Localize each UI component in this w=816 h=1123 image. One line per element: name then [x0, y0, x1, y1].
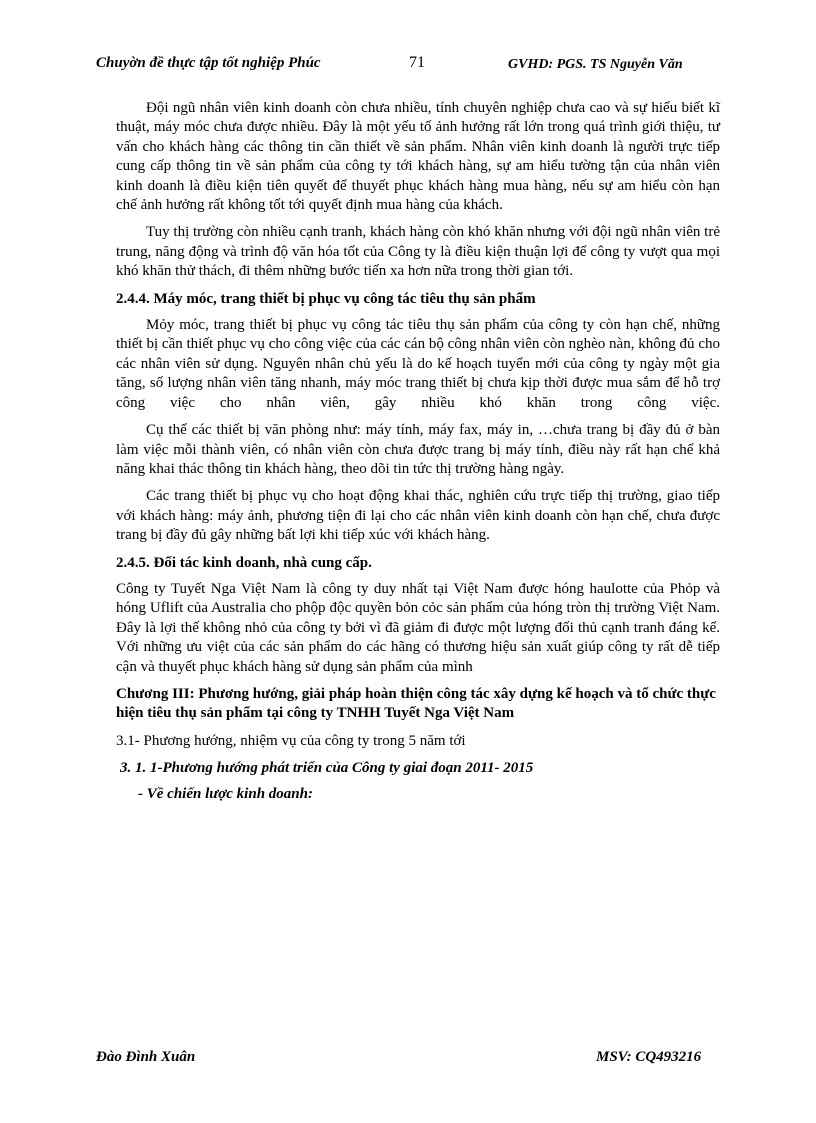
main-content: [116, 99, 720, 804]
heading-2-4-4: 2.4.4. Máy móc, trang thiết bị phục vụ công tác tiêu thụ sản phẩm: [116, 290, 536, 307]
header-supervisor: GVHD: PGS. TS Nguyễn Văn: [508, 57, 683, 72]
page-number: 71: [409, 54, 425, 71]
paragraph-partners: Công ty Tuyết Nga Việt Nam là công ty duy nhất tại Việt Nam được hóng haulotte của Phỏp và hóng Uflift của Australia cho phộp độc quyền bỏn cỏc sản phẩm của hóng tròn thị trường Việt Nam. Đây là lợi thế không nhỏ của công ty bởi vì đã giảm đi được một lượng đối thủ cạnh tranh đáng kể. Với những ưu việt của các sản phẩm do các hãng có thương hiệu sản xuất giúp công ty rất dễ tiếp cận và thuyết phục khách hàng sử dụng sản phẩm của mình: [116, 580, 720, 675]
heading-business-strategy: - Về chiến lược kinh doanh:: [138, 785, 313, 802]
footer-student-id: MSV: CQ493216: [596, 1049, 702, 1065]
heading-2-4-5: 2.4.5. Đối tác kinh doanh, nhà cung cấp.: [116, 554, 372, 571]
chapter-3-heading: Chương III: Phương hướng, giải pháp hoàn thiện công tác xây dựng kế hoạch và tổ chức thực hiện tiêu thụ sản phẩm tại công ty TNHH Tuyết Nga Việt Nam: [116, 685, 716, 722]
paragraph-field-equipment: Các trang thiết bị phục vụ cho hoạt động khai thác, nghiên cứu trực tiếp thị trường, giao tiếp với khách hàng: máy ảnh, phương tiện đi lại cho các nhân viên kinh doanh còn hạn chế, chưa được trang bị đầy đủ gây những bất lợi khi tiếp xúc với khách hàng.: [116, 488, 720, 544]
heading-3-1-1: 3. 1. 1-Phương hướng phát triển của Công ty giai đoạn 2011- 2015: [120, 760, 534, 777]
paragraph-office-devices: Cụ thể các thiết bị văn phòng như: máy tính, máy fax, máy in, …chưa trang bị đầy đủ ở bàn làm việc mỗi thành viên, có nhân viên còn chưa được trang bị máy tính, điều này rất hạn chế khả năng khai thác thông tin khách hàng, theo dõi tin tức thị trường hàng ngày.: [116, 422, 720, 477]
paragraph-equipment: Mỏy móc, trang thiết bị phục vụ công tác tiêu thụ sản phẩm của công ty còn hạn chế, những thiết bị cần thiết phục vụ cho công việc của các cán bộ công nhân viên còn nghèo nàn, không đủ cho các nhân viên sử dụng. Nguyên nhân chủ yếu là do kế hoạch tuyển mới của công ty ngày một gia tăng, số lượng nhân viên tăng nhanh, máy móc trang thiết bị chưa kịp thời được mua sắm để hỗ trợ công việc cho nhân viên, gây nhiều khó khăn trong công việc.: [116, 317, 720, 411]
paragraph-sales-staff: Đội ngũ nhân viên kinh doanh còn chưa nhiều, tính chuyên nghiệp chưa cao và sự hiểu biết kĩ thuật, máy móc chưa được nhiều. Đây là một yếu tố ảnh hưởng rất lớn trong quá trình giới thiệu, tư vấn cho khách hàng các thông tin cần thiết về sản phẩm. Nhân viên kinh doanh là người trực tiếp cung cấp thông tin về sản phẩm của công ty tới khách hàng, sự am hiểu tường tận của nhân viên kinh doanh là điều kiện tiên quyết để thuyết phục khách hàng mua hàng, nếu sự am hiểu còn hạn chế ảnh hưởng rất không tốt tới quyết định mua hàng của khách.: [116, 100, 720, 214]
footer-author: Đào Đình Xuân: [96, 1049, 196, 1065]
heading-3-1: 3.1- Phương hướng, nhiệm vụ của công ty trong 5 năm tới: [116, 732, 466, 749]
paragraph-market-competition: Tuy thị trường còn nhiều cạnh tranh, khách hàng còn khó khăn nhưng với đội ngũ nhân viên trẻ trung, năng động và trình độ văn hóa tốt của Công ty là điều kiện thuận lợi để công ty vượt qua mọi khó khăn thử thách, đi thêm những bước tiến xa hơn nữa trong thời gian tới.: [116, 224, 720, 280]
header-title: Chuyờn đề thực tập tốt nghiệp Phúc: [96, 55, 321, 71]
